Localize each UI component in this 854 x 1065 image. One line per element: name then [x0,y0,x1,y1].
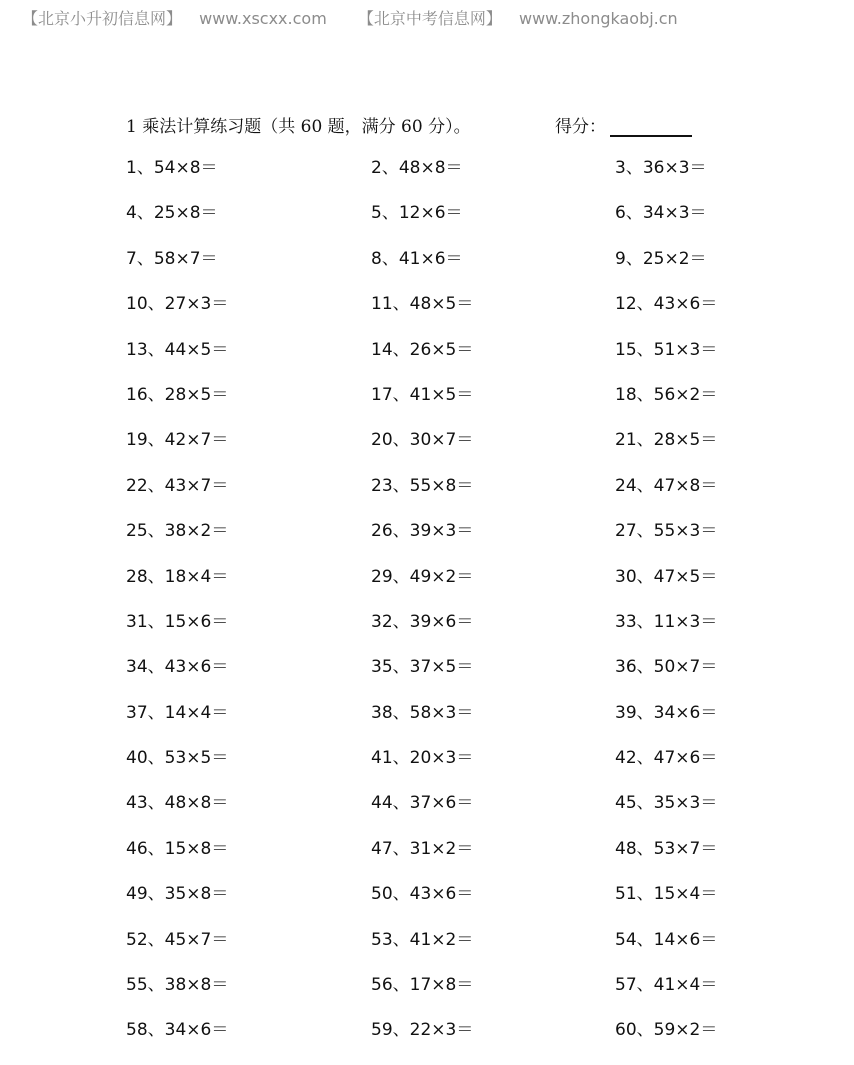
problem-item: 57、41×4＝ [615,975,718,996]
problem-item: 6、34×3＝ [615,203,707,224]
problem-item: 26、39×3＝ [371,521,474,542]
problem-item: 12、43×6＝ [615,294,718,315]
header-site-name-1: 【北京小升初信息网】 [22,9,183,28]
problem-item: 40、53×5＝ [126,748,229,769]
problem-item: 34、43×6＝ [126,657,229,678]
problem-item: 18、56×2＝ [615,384,718,405]
problem-item: 46、15×8＝ [126,838,229,859]
problem-item: 19、42×7＝ [126,430,229,451]
worksheet-title: 1 乘法计算练习题（共 60 题，满分 60 分）。 [126,117,471,137]
problem-item: 48、53×7＝ [615,838,718,859]
problem-item: 44、37×6＝ [371,793,474,814]
problem-item: 52、45×7＝ [126,929,229,950]
problem-item: 55、38×8＝ [126,975,229,996]
problem-item: 53、41×2＝ [371,929,474,950]
problem-item: 38、58×3＝ [371,702,474,723]
problem-item: 60、59×2＝ [615,1020,718,1041]
problem-item: 50、43×6＝ [371,884,474,905]
problem-item: 42、47×6＝ [615,748,718,769]
problem-item: 11、48×5＝ [371,294,474,315]
problem-item: 22、43×7＝ [126,475,229,496]
problem-item: 16、28×5＝ [126,384,229,405]
problem-item: 29、49×2＝ [371,566,474,587]
problem-item: 13、44×5＝ [126,339,229,360]
problem-item: 49、35×8＝ [126,884,229,905]
problem-item: 41、20×3＝ [371,748,474,769]
problem-item: 32、39×6＝ [371,611,474,632]
problem-item: 23、55×8＝ [371,475,474,496]
problem-item: 20、30×7＝ [371,430,474,451]
problem-item: 30、47×5＝ [615,566,718,587]
problem-item: 25、38×2＝ [126,521,229,542]
problem-item: 5、12×6＝ [371,203,463,224]
score-blank-line [610,115,692,137]
problem-item: 51、15×4＝ [615,884,718,905]
problem-item: 43、48×8＝ [126,793,229,814]
problem-item: 28、18×4＝ [126,566,229,587]
problem-item: 4、25×8＝ [126,203,218,224]
problem-item: 56、17×8＝ [371,975,474,996]
header-site-name-2: 【北京中考信息网】 [357,9,502,28]
problem-item: 10、27×3＝ [126,294,229,315]
problem-item: 39、34×6＝ [615,702,718,723]
problem-item: 45、35×3＝ [615,793,718,814]
problem-item: 35、37×5＝ [371,657,474,678]
problem-item: 8、41×6＝ [371,248,463,269]
problem-item: 47、31×2＝ [371,838,474,859]
header-url-1: www.xscxx.com [199,9,327,28]
page-header [22,6,678,29]
problem-item: 14、26×5＝ [371,339,474,360]
problem-item: 2、48×8＝ [371,158,463,178]
problem-item: 36、50×7＝ [615,657,718,678]
problem-item: 15、51×3＝ [615,339,718,360]
problem-item: 3、36×3＝ [615,158,707,178]
problem-item: 9、25×2＝ [615,248,707,269]
problem-item: 31、15×6＝ [126,611,229,632]
problem-item: 59、22×3＝ [371,1020,474,1041]
problem-item: 24、47×8＝ [615,475,718,496]
problem-item: 58、34×6＝ [126,1020,229,1041]
problem-item: 37、14×4＝ [126,702,229,723]
score-label: 得分： [555,117,606,137]
header-url-2: www.zhongkaobj.cn [518,9,678,28]
problem-item: 27、55×3＝ [615,521,718,542]
problem-item: 1、54×8＝ [126,158,218,178]
score-field [555,112,692,137]
problem-item: 54、14×6＝ [615,929,718,950]
problem-item: 33、11×3＝ [615,611,718,632]
problem-item: 17、41×5＝ [371,384,474,405]
problem-item: 7、58×7＝ [126,248,218,269]
problem-item: 21、28×5＝ [615,430,718,451]
